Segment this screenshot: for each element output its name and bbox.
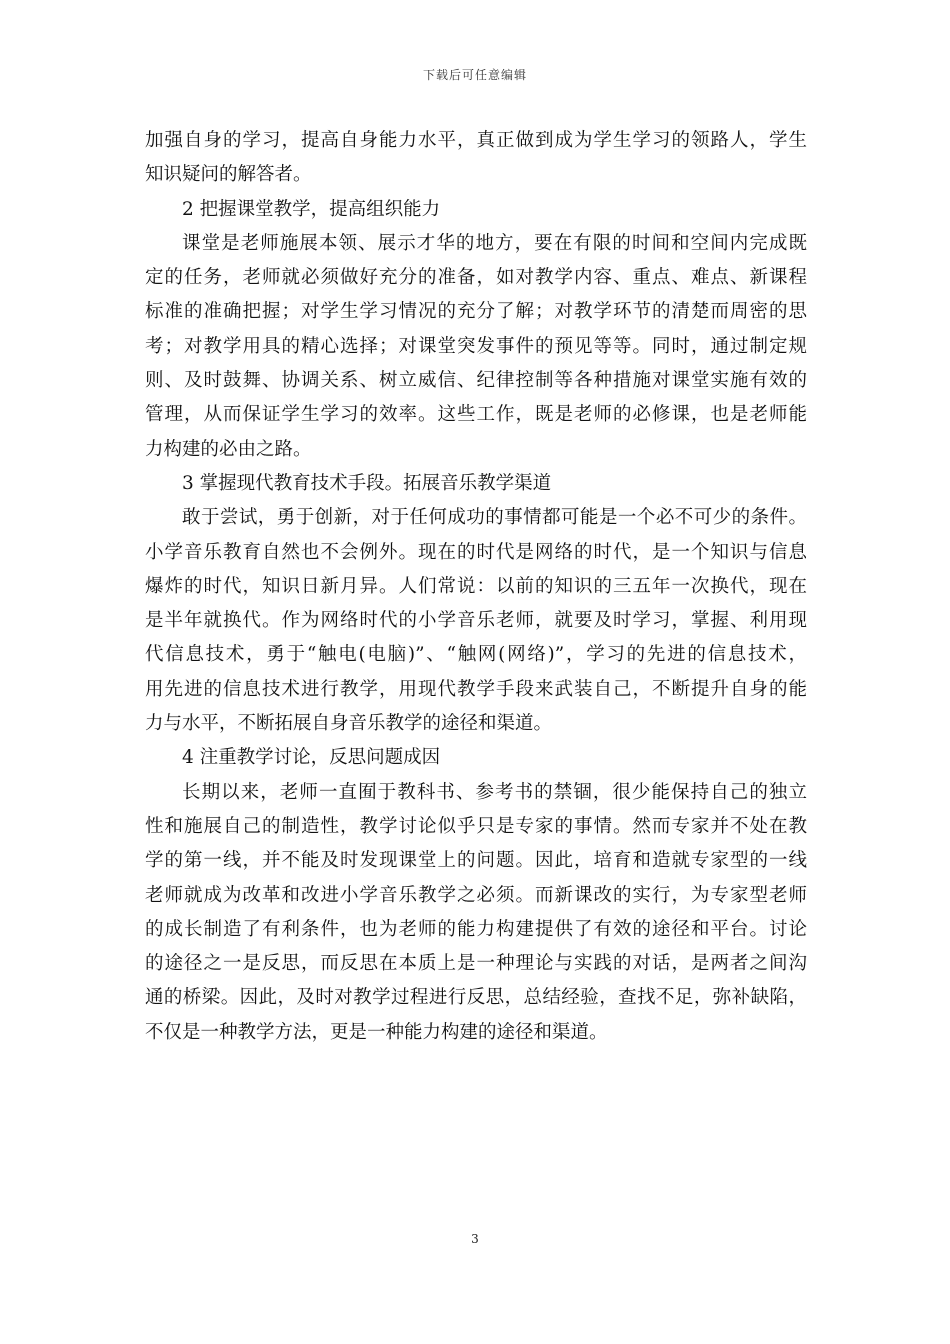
- text-line: 标准的准确把握；对学生学习情况的充分了解；对教学环节的清楚而周密的思: [145, 301, 807, 323]
- text-line: 用先进的信息技术进行教学，用现代教学手段来武装自己，不断提升自身的能: [145, 678, 807, 700]
- text-line: 的途径之一是反思，而反思在本质上是一种理论与实践的对话，是两者之间沟: [145, 953, 807, 975]
- text-line: 爆炸的时代，知识日新月异。人们常说：以前的知识的三五年一次换代，现在: [145, 575, 807, 597]
- text-line: 长期以来，老师一直囿于教科书、参考书的禁锢，很少能保持自己的独立: [182, 781, 807, 803]
- text-line: 不仅是一种教学方法，更是一种能力构建的途径和渠道。: [145, 1021, 608, 1043]
- text-line: 课堂是老师施展本领、展示才华的地方，要在有限的时间和空间内完成既: [182, 232, 807, 254]
- section-heading: 3 掌握现代教育技术手段。拓展音乐教学渠道: [182, 472, 552, 494]
- text-line: 则、及时鼓舞、协调关系、树立威信、纪律控制等各种措施对课堂实施有效的: [145, 370, 807, 392]
- text-line: 力构建的必由之路。: [145, 438, 312, 460]
- text-line: 小学音乐教育自然也不会例外。现在的时代是网络的时代，是一个知识与信息: [145, 541, 807, 563]
- text-line: 性和施展自己的制造性，教学讨论似乎只是专家的事情。然而专家并不处在教: [145, 815, 807, 837]
- text-line: 力与水平，不断拓展自身音乐教学的途径和渠道。: [145, 713, 553, 735]
- text-line: 定的任务，老师就必须做好充分的准备，如对教学内容、重点、难点、新课程: [145, 267, 807, 289]
- text-line: 代信息技术，勇于“触电(电脑)”、“触网(网络)”，学习的先进的信息技术，: [145, 644, 807, 666]
- text-line: 考；对教学用具的精心选择；对课堂突发事件的预见等等。同时，通过制定规: [145, 335, 807, 357]
- text-line: 是半年就换代。作为网络时代的小学音乐老师，就要及时学习，掌握、利用现: [145, 610, 807, 632]
- text-line: 老师就成为改革和改进小学音乐教学之必须。而新课改的实行，为专家型老师: [145, 884, 807, 906]
- section-heading: 4 注重教学讨论，反思问题成因: [182, 747, 441, 769]
- text-line: 通的桥梁。因此，及时对教学过程进行反思，总结经验，查找不足，弥补缺陷，: [145, 987, 807, 1009]
- document-body: [145, 124, 807, 1050]
- text-line: 知识疑问的解答者。: [145, 164, 312, 186]
- text-line: 敢于尝试，勇于创新，对于任何成功的事情都可能是一个必不可少的条件。: [182, 507, 807, 529]
- text-line: 管理，从而保证学生学习的效率。这些工作，既是老师的必修课，也是老师能: [145, 404, 807, 426]
- section-heading: 2 把握课堂教学，提高组织能力: [182, 198, 441, 220]
- page-header: 下载后可任意编辑: [422, 68, 527, 82]
- text-line: 的成长制造了有利条件，也为老师的能力构建提供了有效的途径和平台。讨论: [145, 918, 807, 940]
- page-number: 3: [471, 1232, 479, 1246]
- text-line: 加强自身的学习，提高自身能力水平，真正做到成为学生学习的领路人，学生: [145, 130, 807, 151]
- text-line: 学的第一线，并不能及时发现课堂上的问题。因此，培育和造就专家型的一线: [145, 850, 807, 872]
